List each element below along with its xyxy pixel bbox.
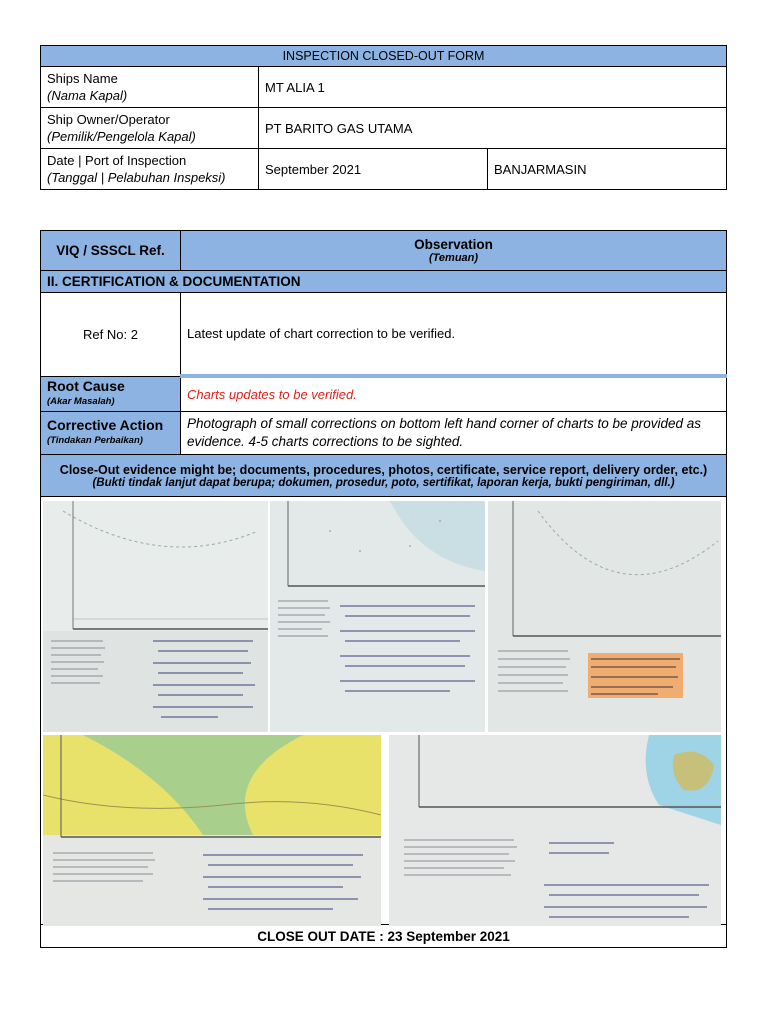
chart-photo-3	[488, 501, 721, 732]
ref-number: Ref No: 2	[41, 293, 181, 377]
port-value: BANJARMASIN	[488, 149, 727, 190]
observation-column-header: Observation (Temuan)	[181, 231, 727, 271]
form-title: INSPECTION CLOSED-OUT FORM	[41, 46, 727, 67]
corrective-action-text: Photograph of small corrections on bottom left hand corner of charts to be provided as evidence. 4-5 charts corrections to be sighted.	[181, 412, 727, 455]
root-cause-text: Charts updates to be verified.	[181, 376, 727, 412]
inspection-form-table	[40, 45, 727, 190]
section-heading: II. CERTIFICATION & DOCUMENTATION	[41, 271, 727, 293]
owner-value: PT BARITO GAS UTAMA	[259, 108, 727, 149]
evidence-note: Close-Out evidence might be; documents, procedures, photos, certificate, service report, delivery order, etc.) (Bukti tindak lanjut dapat berupa; dokumen, prosedur, poto, sertifikat, laporan kerja, bukti pengiriman, dll.)	[41, 455, 727, 497]
corrective-action-label: Corrective Action (Tindakan Perbaikan)	[41, 412, 181, 455]
owner-label: Ship Owner/Operator (Pemilik/Pengelola Kapal)	[41, 108, 259, 149]
ship-name-value: MT ALIA 1	[259, 67, 727, 108]
ship-name-label: Ships Name (Nama Kapal)	[41, 67, 259, 108]
date-value: September 2021	[259, 149, 488, 190]
close-out-date: CLOSE OUT DATE : 23 September 2021	[41, 925, 727, 948]
chart-photo-5	[389, 735, 721, 926]
chart-photo-2	[270, 501, 485, 732]
ref-column-header: VIQ / SSSCL Ref.	[41, 231, 181, 271]
root-cause-label: Root Cause (Akar Masalah)	[41, 376, 181, 412]
chart-photo-4	[43, 735, 381, 926]
finding-text: Latest update of chart correction to be verified.	[181, 293, 727, 377]
chart-photo-1	[43, 501, 268, 732]
date-port-label: Date | Port of Inspection (Tanggal | Pelabuhan Inspeksi)	[41, 149, 259, 190]
